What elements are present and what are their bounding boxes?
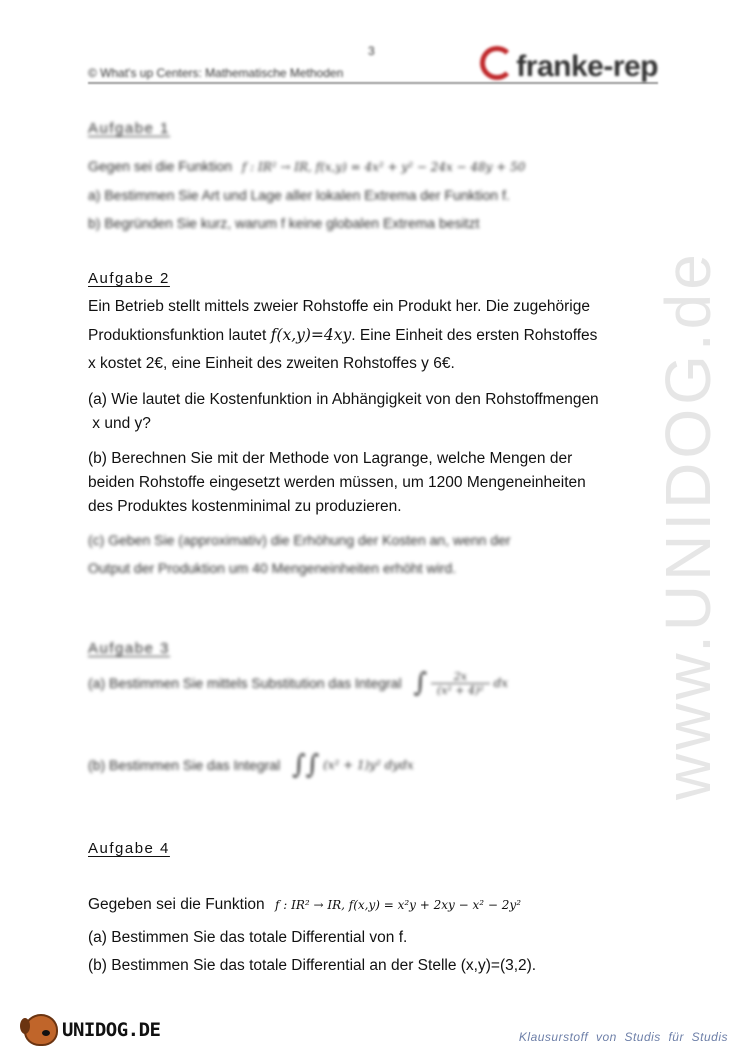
task4-intro-line: Gegeben sei die Funktion f : IR² → IR, f(x,y) = x²y + 2xy − x² − 2y²: [88, 896, 521, 913]
header-source: © What's up Centers: Mathematische Methoden: [88, 66, 344, 80]
task2-heading: Aufgabe 2: [88, 270, 170, 287]
task1-intro: Gegen sei die Funktion: [88, 158, 232, 174]
task1-body: [88, 152, 525, 237]
task4-heading: Aufgabe 4: [88, 840, 170, 857]
footer-logo: UNIDOG.DE: [24, 1014, 160, 1046]
task2-line1: Ein Betrieb stellt mittels zweier Rohstoffe ein Produkt her. Die zugehörige: [88, 298, 590, 315]
task1-part-a: a) Bestimmen Sie Art und Lage aller lokalen Extrema der Funktion f.: [88, 187, 510, 203]
brand-c-icon: [480, 46, 514, 80]
task3-part-a: (a) Bestimmen Sie mittels Substitution das Integral ∫ $\frac{2x}{\text{(x² + 4)²}}$ dx: [88, 668, 509, 698]
task4-part-a: (a) Bestimmen Sie das totale Differential von f.: [88, 929, 408, 946]
task2-line2: Produktionsfunktion lautet f(x,y)=4xy. Eine Einheit des ersten Rohstoffes: [88, 326, 598, 344]
task2-part-a: (a) Wie lautet die Kostenfunktion in Abhängigkeit von den Rohstoffmengen x und y?: [88, 391, 599, 432]
double-integral-sign: ∫∫: [292, 750, 320, 780]
task3-fraction: $\frac{2x}{\text{(x² + 4)²}}$: [431, 670, 490, 697]
integral-sign: ∫: [413, 668, 428, 698]
task1-part-b: b) Begründen Sie kurz, warum f keine globalen Extrema besitzt: [88, 215, 480, 231]
task4-function: f : IR² → IR, f(x,y) = x²y + 2xy − x² − 2y²: [274, 898, 521, 912]
page-number: 3: [368, 44, 375, 58]
task1-heading: Aufgabe 1: [88, 120, 170, 137]
task4-parts: [88, 924, 536, 980]
task2-body: [88, 293, 597, 378]
footer-tagline: Klausurstoff von Studis für Studis: [518, 1030, 728, 1044]
task4-part-b: (b) Bestimmen Sie das totale Differential an der Stelle (x,y)=(3,2).: [88, 957, 537, 974]
task3-heading: Aufgabe 3: [88, 640, 170, 657]
brand-logo: franke-rep: [480, 46, 658, 84]
dog-icon: [24, 1014, 58, 1046]
task2-part-b: (b) Berechnen Sie mit der Methode von Lagrange, welche Mengen der beiden Rohstoffe eingesetzt werden müssen, um 1200 Mengeneinheiten des Produktes kostenminimal zu produzieren.: [88, 450, 586, 515]
watermark: www.UNIDOG.de: [652, 250, 724, 800]
task2-production-function: f(x,y)=4xy: [270, 326, 352, 344]
task1-function: f : IR² → IR, f(x,y) = 4x² + y² − 24x − 48y + 50: [241, 160, 526, 174]
task2-part-c: (c) Geben Sie (approximativ) die Erhöhung der Kosten an, wenn der Output der Produktion um 40 Mengeneinheiten erhöht wird.: [88, 532, 511, 576]
task2-line3: x kostet 2€, eine Einheit des zweiten Rohstoffes y 6€.: [88, 355, 455, 372]
task3-part-b: (b) Bestimmen Sie das Integral ∫∫ (x² + 1)y² dydx: [88, 750, 414, 780]
